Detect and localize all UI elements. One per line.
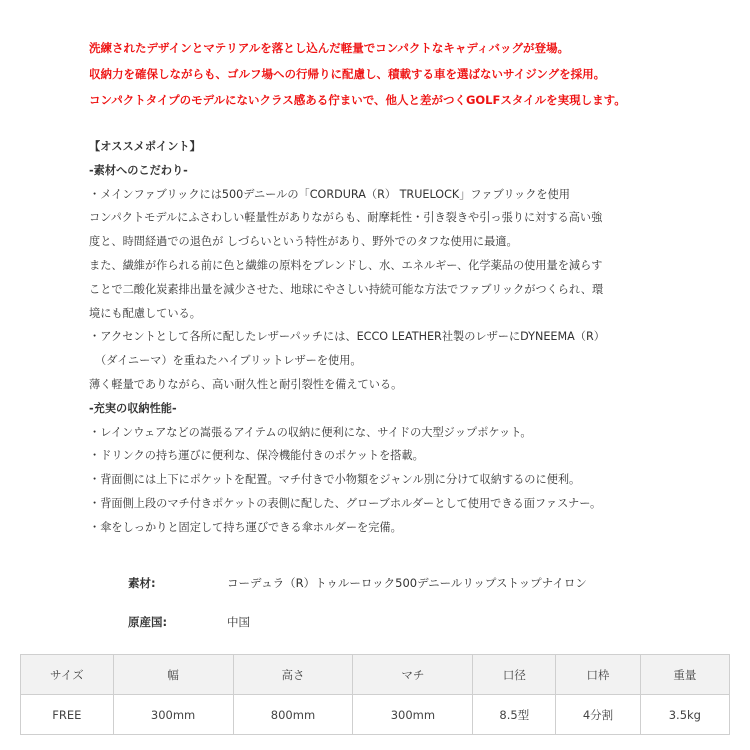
description-line: ・ドリンクの持ち運びに便利な、保冷機能付きのポケットを搭載。 (89, 449, 424, 463)
size-table-header-row (21, 655, 730, 695)
header-cell-depth: マチ (353, 655, 473, 695)
origin-label: 原産国: (128, 615, 168, 629)
description-line: ・アクセントとして各所に配したレザーパッチには、ECCO LEATHER社製のレザーにDYNEEMA（R） (89, 330, 605, 344)
intro-section (89, 40, 729, 118)
description-line: ・背面側上段のマチ付きポケットの表側に配した、グローブホルダーとして使用できる面ファスナー。 (89, 496, 602, 510)
description-line: 度と、時間経過での退色が しづらいという特性があり、野外でのタフな使用に最適。 (89, 235, 518, 249)
material-subheading: -素材へのこだわり- (89, 163, 188, 177)
header-cell-height: 高さ (233, 655, 353, 695)
material-value: コーデュラ（R）トゥルーロック500デニールリップストップナイロン (227, 576, 587, 590)
description-line: コンパクトモデルにふさわしい軽量性がありながらも、耐摩耗性・引き裂きや引っ張りに対する高い強 (89, 211, 603, 225)
storage-subheading: -充実の収納性能- (89, 401, 177, 415)
cell-width: 300mm (113, 695, 233, 735)
table-row (21, 695, 730, 735)
cell-weight: 3.5kg (640, 695, 729, 735)
header-cell-caliber: 口径 (473, 655, 556, 695)
intro-line: 洗練されたデザインとマテリアルを落とし込んだ軽量でコンパクトなキャディバッグが登場。 (89, 41, 570, 55)
header-cell-frame: 口枠 (556, 655, 640, 695)
description-line: ・傘をしっかりと固定して持ち運びできる傘ホルダーを完備。 (89, 520, 402, 534)
description-section (89, 135, 637, 540)
size-table (20, 654, 730, 735)
description-line: （ダイニーマ）を重ねたハイブリットレザーを使用。 (95, 354, 362, 368)
description-line: ・背面側には上下にポケットを配置。マチ付きで小物類をジャンル別に分けて収納するのに便利。 (89, 473, 581, 487)
intro-line: コンパクトタイプのモデルにないクラス感ある佇まいで、他人と差がつくGOLFスタイルを実現します。 (89, 93, 626, 107)
cell-height: 800mm (233, 695, 353, 735)
intro-line: 収納力を確保しながらも、ゴルフ場への行帰りに配慮し、積載する車を選ばないサイジングを採用。 (89, 67, 606, 81)
description-line: ことで二酸化炭素排出量を減少させた、地球にやさしい持続可能な方法でファブリックがつくられ、環 (89, 282, 604, 296)
origin-value: 中国 (227, 615, 250, 629)
cell-depth: 300mm (353, 695, 473, 735)
description-line: 薄く軽量でありながら、高い耐久性と耐引裂性を備えている。 (89, 377, 403, 391)
header-cell-size: サイズ (21, 655, 114, 695)
description-line: また、繊維が作られる前に色と繊維の原料をブレンドし、水、エネルギー、化学薬品の使用量を減らす (89, 258, 603, 272)
cell-frame: 4分割 (556, 695, 640, 735)
description-line: ・メインファブリックには500デニールの「CORDURA（R） TRUELOCK」ファブリックを使用 (89, 187, 570, 201)
description-line: 境にも配慮している。 (89, 306, 201, 320)
header-cell-width: 幅 (113, 655, 233, 695)
header-cell-weight: 重量 (640, 655, 729, 695)
material-label: 素材: (128, 576, 156, 590)
recommend-heading: 【オススメポイント】 (89, 140, 201, 153)
cell-caliber: 8.5型 (473, 695, 556, 735)
description-line: ・レインウェアなどの嵩張るアイテムの収納に便利にな、サイドの大型ジップポケット。 (89, 425, 532, 439)
cell-size: FREE (21, 695, 114, 735)
